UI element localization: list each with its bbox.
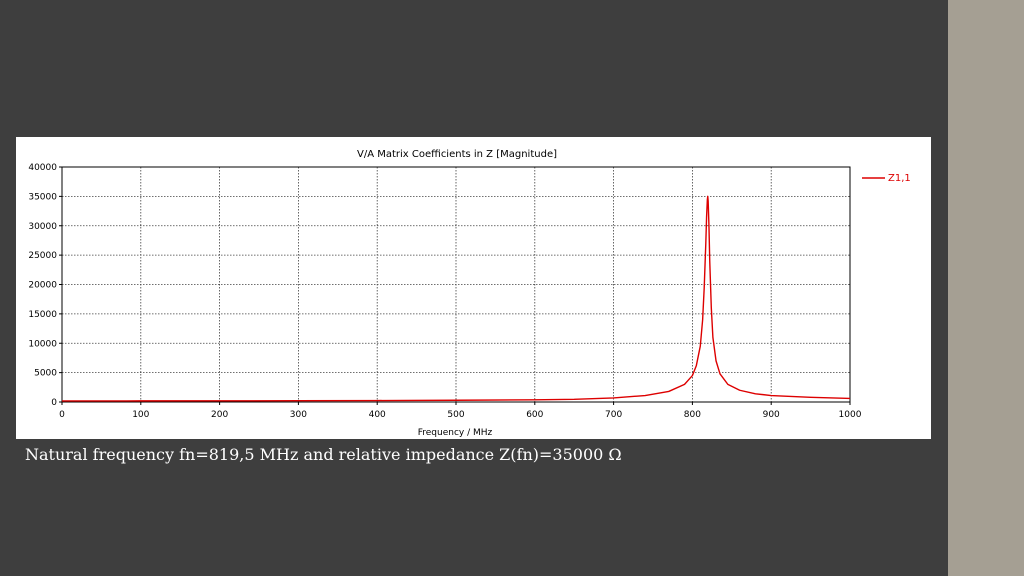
x-tick-label: 1000 <box>838 410 862 420</box>
side-strip <box>948 0 1024 576</box>
x-tick-label: 400 <box>368 410 386 420</box>
chart-axes <box>28 163 861 420</box>
y-tick-label: 35000 <box>28 192 57 203</box>
chart-grid <box>62 167 850 402</box>
chart-title: V/A Matrix Coefficients in Z [Magnitude] <box>357 149 557 160</box>
x-axis-label: Frequency / MHz <box>417 428 493 438</box>
y-tick-label: 0 <box>51 398 57 408</box>
x-tick-label: 600 <box>526 410 544 420</box>
chart-panel <box>16 137 931 439</box>
y-tick-label: 25000 <box>28 251 57 262</box>
slide-caption: Natural frequency fn=819,5 MHz and relative impedance Z(fn)=35000 Ω <box>25 445 622 464</box>
chart-legend <box>862 173 911 184</box>
x-tick-label: 900 <box>762 410 780 420</box>
x-tick-label: 300 <box>289 410 307 420</box>
legend-label-z11: Z1,1 <box>888 173 911 184</box>
x-tick-label: 800 <box>683 410 701 420</box>
y-tick-label: 40000 <box>28 163 57 173</box>
x-tick-label: 0 <box>59 410 65 420</box>
x-tick-label: 200 <box>211 410 229 420</box>
y-tick-label: 5000 <box>34 368 57 379</box>
y-tick-label: 20000 <box>28 280 57 291</box>
y-tick-label: 15000 <box>28 309 57 320</box>
x-tick-label: 100 <box>132 410 150 420</box>
chart-svg <box>16 137 931 439</box>
y-tick-label: 10000 <box>28 339 57 350</box>
x-tick-label: 500 <box>447 410 465 420</box>
y-tick-label: 30000 <box>28 221 57 232</box>
x-tick-label: 700 <box>605 410 623 420</box>
